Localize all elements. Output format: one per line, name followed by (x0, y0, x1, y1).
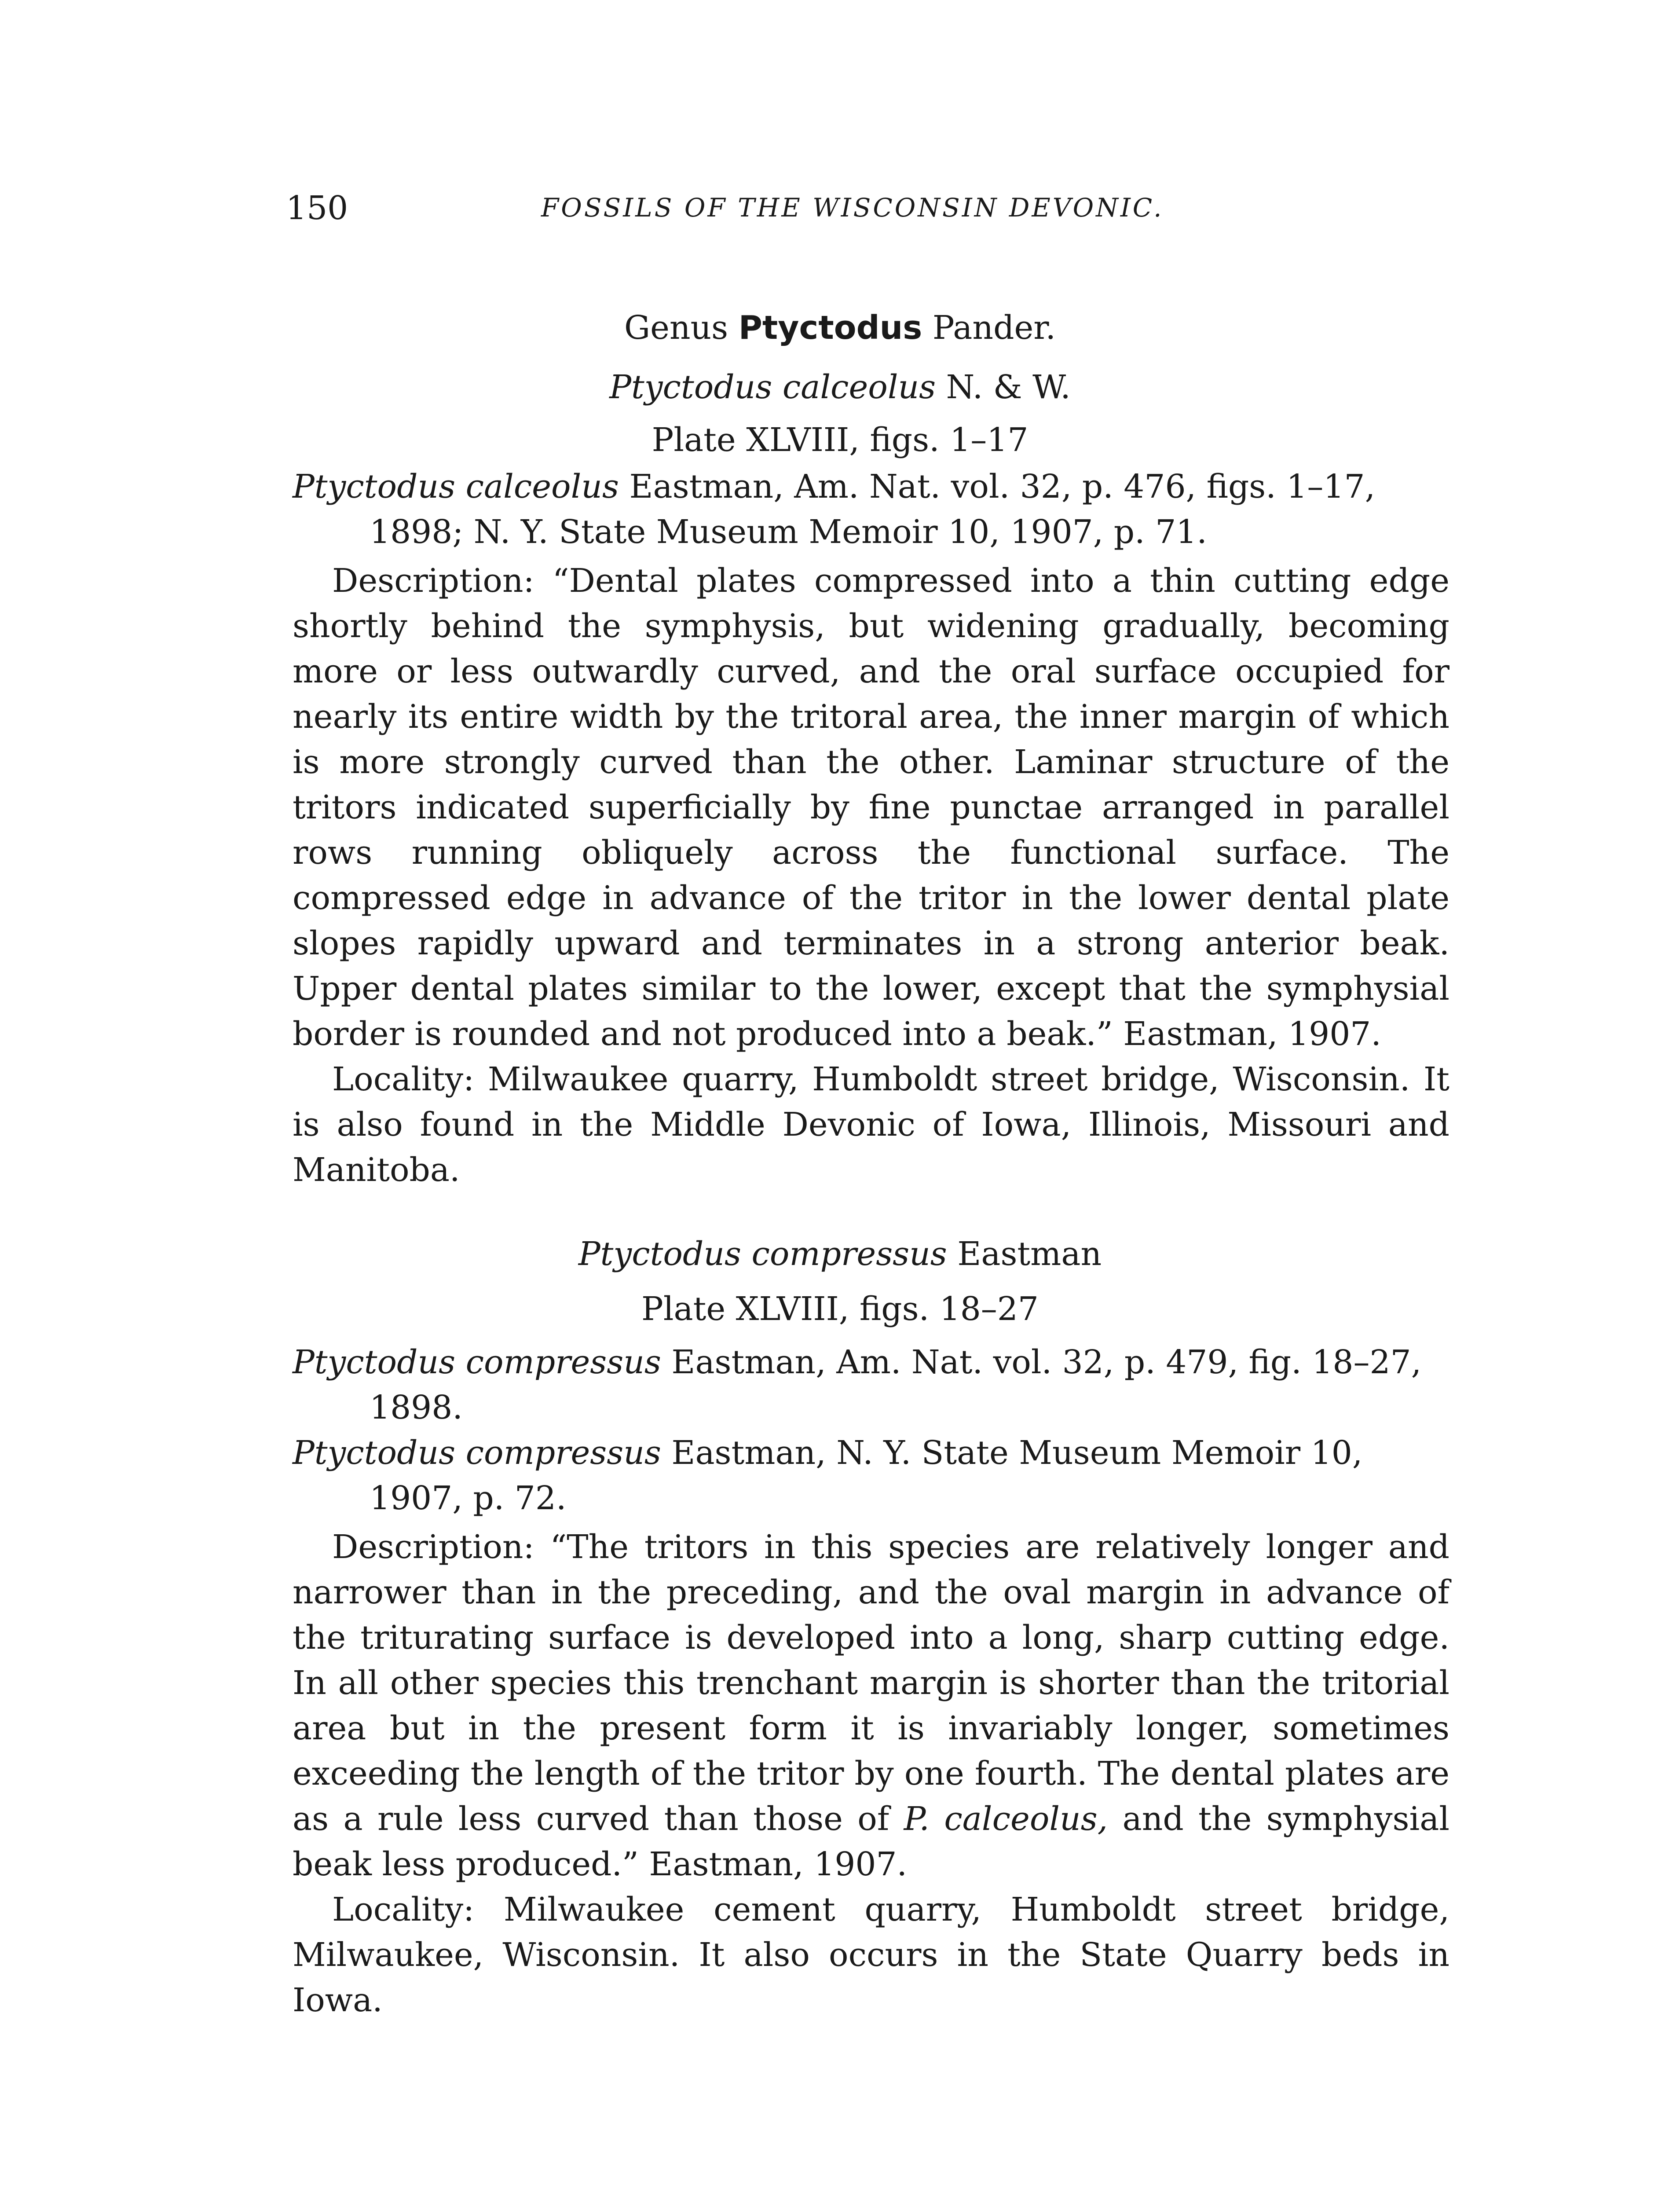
species2-author: Eastman (957, 1235, 1102, 1273)
species1-plate: Plate XLVIII, figs. 1–17 (652, 421, 1028, 459)
synonymy-text: Eastman, Am. Nat. vol. 32, p. 476, figs. 1–17, 1898; N. Y. State Museum Memoir 10, 1907, p. 71. (370, 468, 1376, 551)
locality-label: Locality: (332, 1891, 475, 1929)
description-label: Description: (332, 562, 534, 600)
genus-author: Pander. (932, 309, 1056, 347)
description-label: Description: (332, 1528, 534, 1566)
synonymy-entry (293, 464, 1449, 555)
species1-body (293, 464, 1449, 1193)
locality-text: Milwaukee quarry, Humboldt street bridge, Wisconsin. It is also found in the Middle Devonic of Iowa, Illinois, Missouri and Manitoba. (293, 1060, 1449, 1189)
running-title: FOSSILS OF THE WISCONSIN DEVONIC. (541, 193, 1164, 223)
description-text: “The tritors in this species are relatively longer and narrower than in the preceding, and the oval margin in advance of the triturating surface is developed into a long, sharp cutting edge. In all other species this trenchant margin is shorter than the tritorial area but in the present form it is invariably longer, sometimes exceeding the length of the tritor by one fourth. The dental plates are as a rule less curved than those of (293, 1528, 1449, 1838)
species2-description (293, 1525, 1449, 1887)
species2-name: Ptyctodus compressus (578, 1235, 947, 1273)
synonymy-text: Eastman, N. Y. State Museum Memoir 10, 1907, p. 72. (370, 1434, 1363, 1517)
species1-heading (0, 365, 1680, 409)
synonymy-text: Eastman, Am. Nat. vol. 32, p. 479, fig. 18–27, 1898. (370, 1343, 1422, 1426)
description-text: and the symphysial beak less produced.” Eastman, 1907. (293, 1800, 1449, 1883)
synonymy-name: Ptyctodus compressus (293, 1434, 661, 1472)
species2-locality (293, 1887, 1449, 2023)
genus-name: Ptyctodus (738, 309, 922, 347)
synonymy-entry (293, 1340, 1449, 1430)
description-italic: P. calceolus, (904, 1800, 1108, 1838)
genus-heading (0, 306, 1680, 350)
genus-prefix: Genus (624, 309, 728, 347)
species2-plate: Plate XLVIII, figs. 18–27 (641, 1290, 1039, 1328)
description-text: “Dental plates compressed into a thin cutting edge shortly behind the symphysis, but widening gradually, becoming more or less outwardly curved, and the oral surface occupied for nearly its entire width by the tritoral area, the inner margin of which is more strongly curved than the other. Laminar structure of the tritors indicated superficially by fine punctae arranged in parallel rows running obliquely across the functional surface. The compressed edge in advance of the tritor in the lower dental plate slopes rapidly upward and terminates in a strong anterior beak. Upper dental plates similar to the lower, except that the symphysial border is rounded and not produced into a beak.” Eastman, 1907. (293, 562, 1449, 1053)
page-header (286, 189, 1474, 242)
synonymy-name: Ptyctodus compressus (293, 1343, 661, 1381)
species2-body (293, 1340, 1449, 2023)
species1-locality (293, 1057, 1449, 1193)
locality-text: Milwaukee cement quarry, Humboldt street bridge, Milwaukee, Wisconsin. It also occurs in the State Quarry beds in Iowa. (293, 1891, 1449, 2019)
species1-description (293, 558, 1449, 1057)
locality-label: Locality: (332, 1060, 475, 1098)
species2-heading (0, 1232, 1680, 1276)
species1-name: Ptyctodus calceolus (609, 368, 936, 406)
synonymy-name: Ptyctodus calceolus (293, 468, 619, 506)
page-number: 150 (286, 189, 348, 227)
synonymy-entry (293, 1430, 1449, 1521)
species1-author: N. & W. (946, 368, 1071, 406)
